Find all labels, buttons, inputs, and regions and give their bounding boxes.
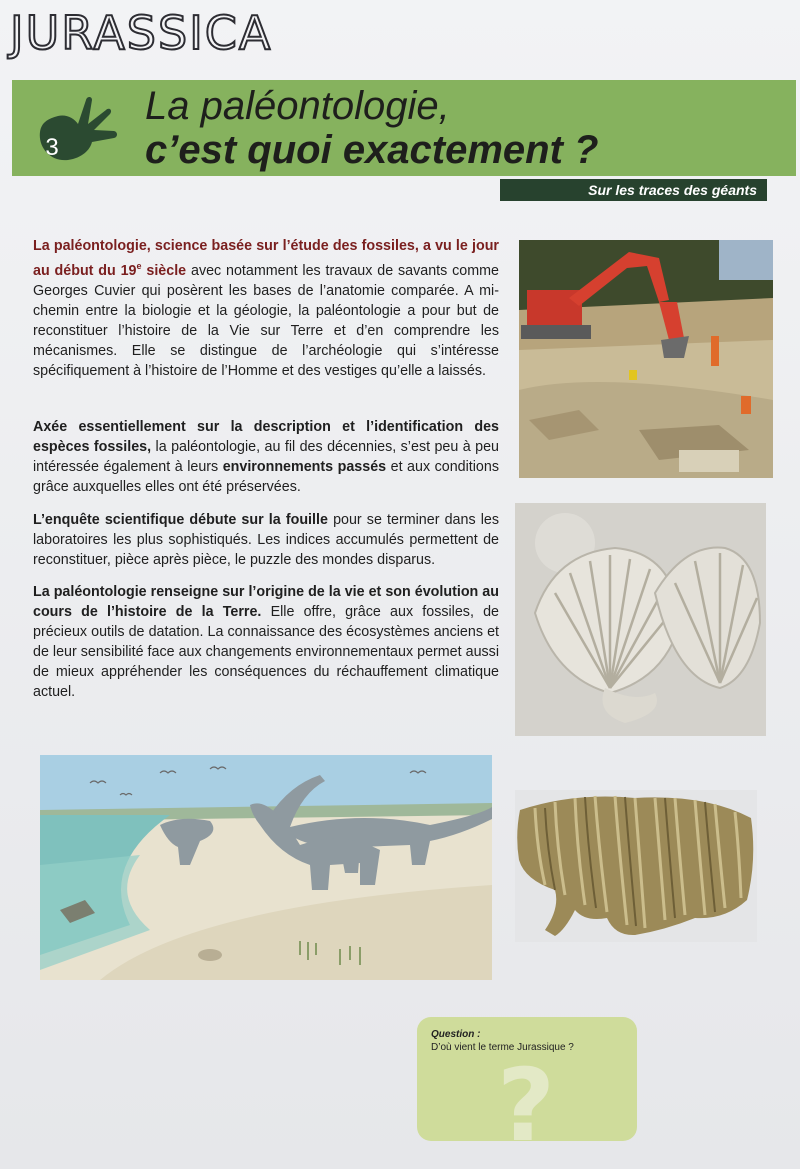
p2-mid: la paléontologie, au fil des décennies, s’est peu à peu intéressée également à leurs (33, 439, 499, 475)
fossil-tooth-photo (515, 790, 757, 942)
paragraph-4 (33, 582, 499, 702)
question-mark-icon: ? (497, 1047, 556, 1141)
p3-rest: pour se terminer dans les laboratoires les plus sophistiqués. Les indices accumulés permettent de reconstituer, pièce après pièce, le puzzle des mondes disparus. (33, 512, 499, 568)
sauropod-illustration (40, 755, 492, 980)
p2-bold2: environnements passés (222, 459, 387, 475)
p3-bold: L’enquête scientifique débute sur la fouille (33, 512, 328, 528)
question-label: Question : (431, 1029, 481, 1040)
p4-bold: La paléontologie renseigne sur l’origine de la vie et son évolution au cours de l’histoire de la Terre. (33, 584, 499, 620)
p1-rest: avec notamment les travaux de savants comme Georges Cuvier qui posèrent les bases de l’anatomie comparée. A mi-chemin entre la biologie et la géologie, la paléontologie a pour but de reconstituer l’histoire de la Vie sur Terre et d’en comprendre les mécanismes. Elle se distingue de l’archéologie qui s’intéresse spécifiquement à l’histoire de l’Homme et des vestiges qu’elle a laissés. (33, 262, 499, 379)
question-box (417, 1017, 637, 1141)
p2-rest: et aux conditions grâce auxquelles elles ont été préservées. (33, 459, 499, 495)
p1-bold2: siècle (141, 262, 187, 279)
section-number: 3 (45, 134, 59, 161)
subtitle-badge: Sur les traces des géants (500, 179, 767, 201)
page-title-line-1: La paléontologie, (145, 84, 450, 128)
paragraph-1 (33, 236, 499, 381)
p2-bold: Axée essentiellement sur la description et l’identification des espèces fossiles, (33, 419, 499, 455)
paragraph-3 (33, 510, 499, 570)
jurassica-logo: JURASSICA (10, 6, 273, 60)
page-title-line-2: c’est quoi exactement ? (145, 128, 599, 172)
p1-sup: e (136, 261, 142, 271)
p4-rest: Elle offre, grâce aux fossiles, de précieux outils de datation. La connaissance des écosystèmes anciens et de leur sensibilité face aux changements environnementaux permet aussi de mieux appréhender les conséquences du réchauffement climatique actuel. (33, 604, 499, 700)
p1-bold: La paléontologie, science basée sur l’étude des fossiles, a vu le jour au début du 19 (33, 238, 499, 279)
shell-fossil-photo (515, 503, 766, 736)
question-text: D’où vient le terme Jurassique ? (431, 1042, 574, 1053)
excavation-photo (519, 240, 773, 478)
paragraph-2 (33, 417, 499, 497)
